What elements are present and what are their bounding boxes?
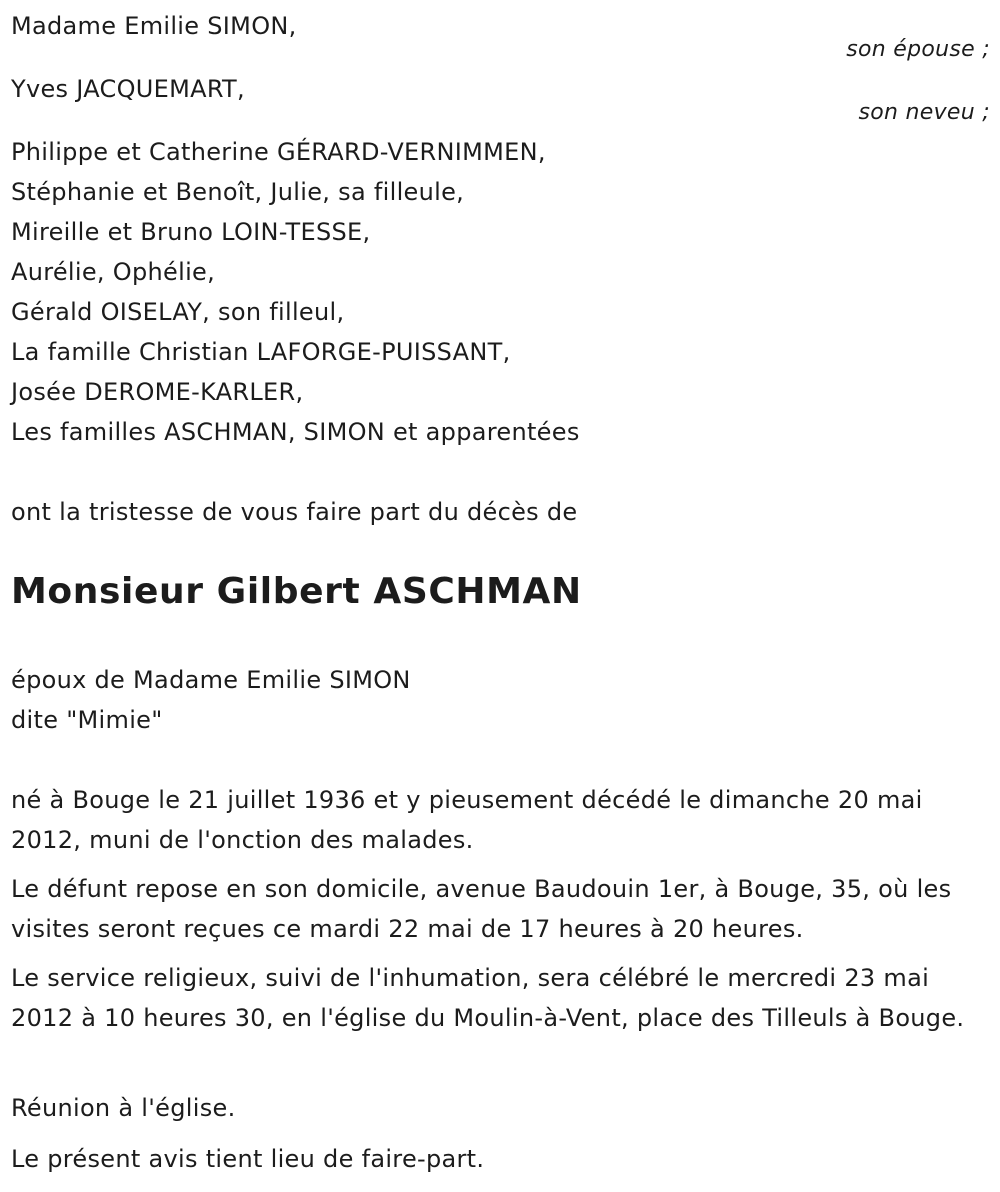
announcement-text: ont la tristesse de vous faire part du décès de [11, 498, 578, 526]
relative-line: Philippe et Catherine GÉRARD-VERNIMMEN, [11, 138, 546, 166]
relative-line: Josée DEROME-KARLER, [11, 378, 304, 406]
relative-line: Gérald OISELAY, son filleul, [11, 298, 345, 326]
spouse-line: époux de Madame Emilie SIMON [11, 666, 411, 694]
deceased-name: Monsieur Gilbert ASCHMAN [11, 571, 582, 612]
family-member-relation: son épouse ; [846, 37, 990, 62]
nickname-line: dite "Mimie" [11, 706, 163, 734]
notice-paragraph: Le présent avis tient lieu de faire-part. [11, 1145, 485, 1173]
relative-line: La famille Christian LAFORGE-PUISSANT, [11, 338, 511, 366]
relative-line: Mireille et Bruno LOIN-TESSE, [11, 218, 371, 246]
relative-line: Aurélie, Ophélie, [11, 258, 216, 286]
meeting-paragraph: Réunion à l'église. [11, 1094, 236, 1122]
relative-line: Les familles ASCHMAN, SIMON et apparentées [11, 418, 580, 446]
family-member-name: Madame Emilie SIMON, [11, 12, 297, 40]
birth-death-paragraph: né à Bouge le 21 juillet 1936 et y pieusement décédé le dimanche 20 mai 2012, muni de l'onction des malades. [11, 786, 923, 854]
service-paragraph: Le service religieux, suivi de l'inhumation, sera célébré le mercredi 23 mai 2012 à 10 heures 30, en l'église du Moulin-à-Vent, place des Tilleuls à Bouge. [11, 964, 965, 1032]
visitation-paragraph: Le défunt repose en son domicile, avenue Baudouin 1er, à Bouge, 35, où les visites seront reçues ce mardi 22 mai de 17 heures à 20 heures. [11, 875, 952, 943]
relative-line: Stéphanie et Benoît, Julie, sa filleule, [11, 178, 465, 206]
family-member-relation: son neveu ; [858, 100, 990, 125]
family-member-name: Yves JACQUEMART, [11, 75, 245, 103]
